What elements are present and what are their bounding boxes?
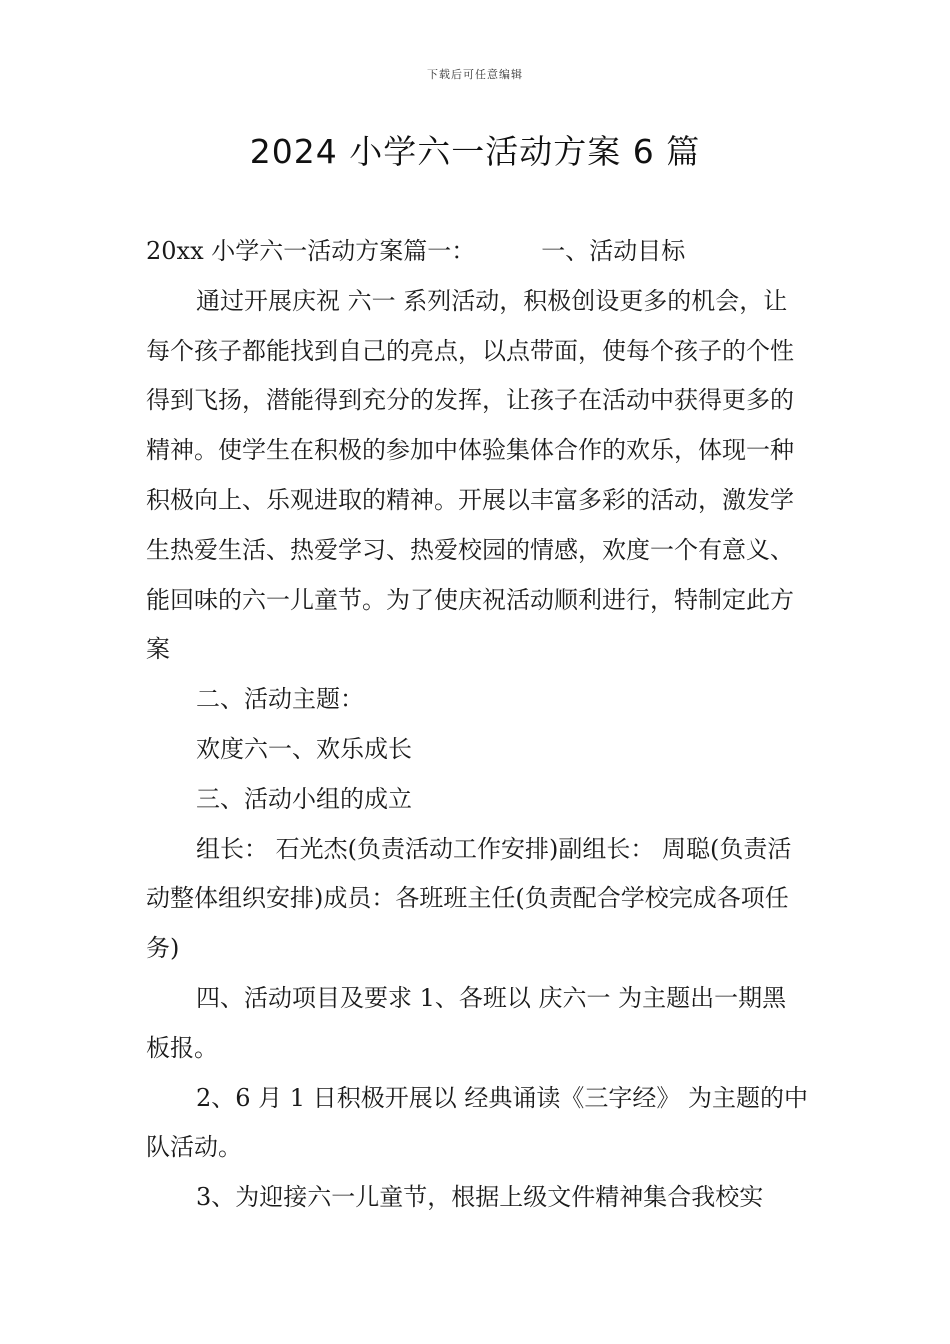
section-heading-group: 三、活动小组的成立 xyxy=(196,784,412,813)
header-note: 下载后可任意编辑 xyxy=(427,68,523,81)
document-title: 2024 小学六一活动方案 6 篇 xyxy=(249,132,701,171)
paragraph-items-3: 3、为迎接六一儿童节，根据上级文件精神集合我校实 xyxy=(196,1183,764,1212)
paragraph-group: 组长： 石光杰(负责活动工作安排)副组长： 周聪(负责活动整体组织安排)成员：各班班主任(负责配合学校完成各项任务) xyxy=(146,834,792,963)
paragraph-goals: 通过开展庆祝 六一 系列活动，积极创设更多的机会，让每个孩子都能找到自己的亮点，以点带面，使每个孩子的个性得到飞扬，潜能得到充分的发挥，让孩子在活动中获得更多的精神。使学生在积极的参加中体验集体合作的欢乐，体现一种积极向上、乐观进取的精神。开展以丰富多彩的活动，激发学生热爱生活、热爱学习、热爱校园的情感，欢度一个有意义、能回味的六一儿童节。为了使庆祝活动顺利进行，特制定此方案 xyxy=(146,286,794,664)
paragraph-theme: 欢度六一、欢乐成长 xyxy=(196,734,412,763)
intro-line xyxy=(146,227,810,277)
paragraph-items-1: 四、活动项目及要求 1、各班以 庆六一 为主题出一期黑板报。 xyxy=(146,983,787,1062)
section-heading-theme: 二、活动主题： xyxy=(196,685,364,714)
section-heading-goals: 一、活动目标 xyxy=(541,237,686,265)
intro-heading: 20xx 小学六一活动方案篇一： xyxy=(146,237,476,265)
document-body xyxy=(146,227,810,1223)
paragraph-items-2: 2、6 月 1 日积极开展以 经典诵读《三字经》 为主题的中队活动。 xyxy=(146,1083,808,1162)
